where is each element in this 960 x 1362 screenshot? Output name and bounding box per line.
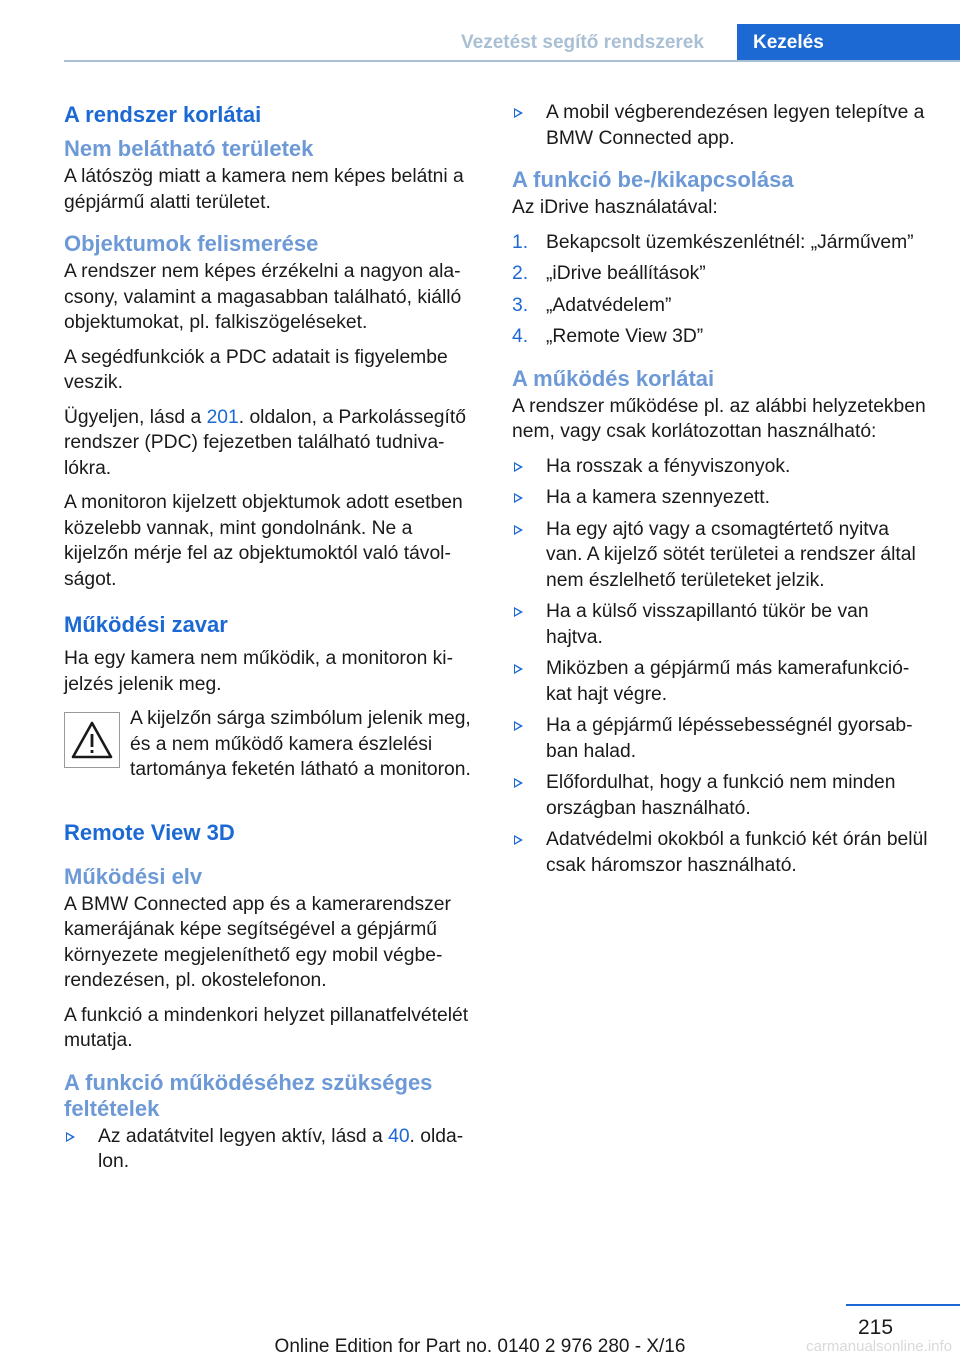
- footer-accent-line: [846, 1304, 960, 1306]
- list-item: [512, 261, 928, 287]
- list-item-text: Ha a kamera szennyezett.: [546, 487, 770, 508]
- section-title-malfunction: Működési zavar: [64, 612, 228, 637]
- text-segment: Az adatátvitel legyen aktív, lásd a: [98, 1125, 389, 1147]
- list-item: [512, 454, 928, 480]
- list-item: [64, 1124, 478, 1175]
- paragraph-principle-2: A funkció a mindenkori helyzet pillanatfelvételét mutatja.: [64, 1004, 469, 1051]
- limits-list: [512, 454, 928, 879]
- paragraph-objdet-4: A monitoron kijelzett objektumok adott esetben közelebb vannak, mint gondolnánk. Ne a kijelzőn mérje fel az objektumoktól való távolságot.: [64, 492, 463, 590]
- triangle-bullet-icon: [514, 108, 523, 118]
- triangle-bullet-icon: [514, 721, 523, 731]
- step-number: 4.: [512, 326, 529, 347]
- list-item-text: Adatvédelmi okokból a funkció két órán belül csak háromszor használható.: [546, 829, 928, 876]
- paragraph-principle-1: A BMW Connected app és a kamerarendszer kamerájának képe segítségével a gépjármű környezete megjeleníthető egy mobil végberendezésen, pl. okostelefonon.: [64, 893, 451, 991]
- list-item: [512, 230, 928, 256]
- triangle-bullet-icon: [514, 607, 523, 617]
- list-item-text: Ha egy ajtó vagy a csomagtértető nyitva van. A kijelző sötét területei a rendszer által nem észlelhető területeket jelzik.: [546, 518, 916, 591]
- paragraph-malfunction: Ha egy kamera nem működik, a monitoron kijelzés jelenik meg.: [64, 648, 453, 695]
- section-title-limits: A rendszer korlátai: [64, 102, 262, 127]
- page-link-201[interactable]: 201: [206, 406, 239, 428]
- header-tab-kezeles: Kezelés: [737, 24, 960, 61]
- list-item-text: Előfordulhat, hogy a funkció nem minden országban használható.: [546, 772, 896, 819]
- step-number: 1.: [512, 231, 529, 253]
- triangle-bullet-icon: [514, 835, 523, 845]
- warning-triangle-icon: [64, 712, 120, 768]
- page-number: 215: [858, 1316, 894, 1339]
- list-item-text: Miközben a gépjármű más kamerafunkciókat hajt végre.: [546, 658, 910, 705]
- paragraph-objdet-2: A segédfunkciók a PDC adatait is figyelembe veszik.: [64, 346, 448, 393]
- paragraph-toggle-intro: Az iDrive használatával:: [512, 197, 718, 218]
- list-item: [512, 324, 928, 350]
- list-item-text: Ha a gépjármű lépéssebességnél gyorsabban halad.: [546, 715, 913, 762]
- paragraph-objdet-1: A rendszer nem képes érzékelni a nagyon alacsony, valamint a magasabban található, kiálló objektumokat, pl. falkiszögeléseket.: [64, 261, 462, 333]
- list-item: [512, 656, 928, 707]
- list-item: [512, 293, 928, 319]
- paragraph-limits-intro: A rendszer működése pl. az alábbi helyzetekben nem, vagy csak korlátozottan használható:: [512, 395, 926, 442]
- step-text: „iDrive beállítások”: [546, 263, 706, 284]
- paragraph-objdet-3: [64, 405, 478, 482]
- watermark: carmanualsonline.info: [806, 1338, 952, 1355]
- left-column: [64, 100, 478, 1183]
- triangle-bullet-icon: [514, 462, 523, 472]
- paragraph-nonvisible: A látószög miatt a kamera nem képes belátni a gépjármű alatti területet.: [64, 166, 464, 213]
- subtitle-function-limits: A működés korlátai: [512, 365, 715, 391]
- step-number: 2.: [512, 263, 529, 284]
- text-segment: . oldalon, a Parkolássegítő rendszer (PDC) fejezetben található tudnivalókra.: [64, 406, 466, 479]
- requirements-list: [64, 1124, 478, 1175]
- section-title-remote-view: Remote View 3D: [64, 819, 235, 845]
- footer-edition: Online Edition for Part no. 0140 2 976 280 - X/16: [274, 1336, 686, 1357]
- warning-note: [64, 706, 478, 792]
- step-text: „Remote View 3D”: [546, 326, 704, 347]
- triangle-bullet-icon: [514, 493, 523, 503]
- subtitle-nonvisible: Nem belátható területek: [64, 136, 314, 161]
- list-item: [512, 100, 928, 151]
- steps-list: [512, 230, 928, 350]
- paragraph-warning: A kijelzőn sárga szimbólum jelenik meg, és a nem működő kamera észlelési tartománya feketén látható a monitoron.: [130, 708, 471, 780]
- subtitle-principle: Működési elv: [64, 863, 203, 889]
- subtitle-requirements: A funkció működéséhez szükséges feltételek: [64, 1069, 433, 1121]
- list-item: [512, 713, 928, 764]
- text-segment: . oldalon.: [98, 1125, 464, 1172]
- requirements-list-cont: [512, 100, 928, 151]
- list-item-text: A mobil végberendezésen legyen telepítve a BMW Connected app.: [546, 102, 925, 149]
- list-item-text: Ha a külső visszapillantó tükör be van hajtva.: [546, 601, 869, 648]
- list-item: [512, 599, 928, 650]
- triangle-bullet-icon: [514, 664, 523, 674]
- list-item: [512, 827, 928, 878]
- triangle-bullet-icon: [514, 778, 523, 788]
- list-item: [512, 770, 928, 821]
- subtitle-object-detection: Objektumok felismerése: [64, 231, 319, 256]
- right-column: [512, 100, 928, 886]
- step-text: Bekapcsolt üzemkészenlétnél: „Járművem”: [546, 231, 914, 253]
- triangle-bullet-icon: [514, 525, 523, 535]
- header-section-title: Vezetést segítő rendszerek: [461, 31, 704, 53]
- list-item-text: Ha rosszak a fényviszonyok.: [546, 455, 791, 477]
- list-item: [512, 485, 928, 511]
- step-number: 3.: [512, 294, 529, 316]
- triangle-bullet-icon: [66, 1132, 75, 1142]
- header-divider: [64, 60, 960, 62]
- step-text: „Adatvédelem”: [546, 294, 672, 316]
- list-item: [512, 517, 928, 594]
- text-segment: Ügyeljen, lásd a: [64, 406, 207, 428]
- subtitle-toggle: A funkció be-/kikapcsolása: [512, 167, 794, 192]
- page-link-40[interactable]: 40: [388, 1125, 410, 1147]
